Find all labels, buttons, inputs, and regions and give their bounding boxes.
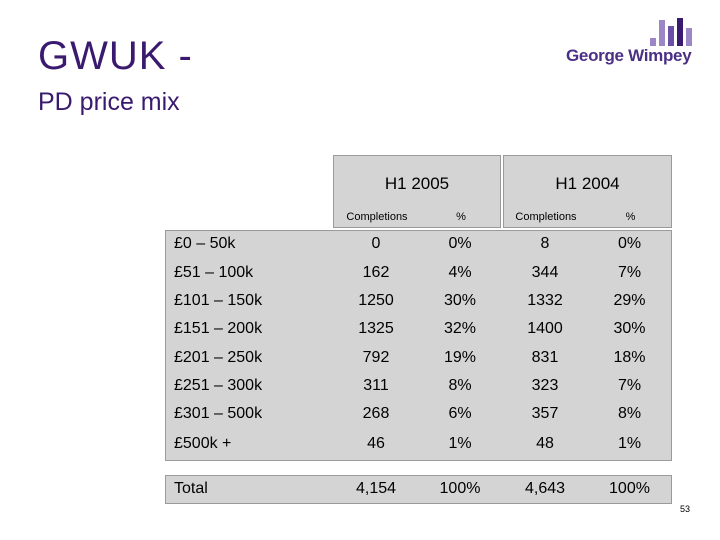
table-cell: 162 <box>362 264 390 281</box>
table-row-label: £0 – 50k <box>174 235 236 252</box>
table-row-label: £201 – 250k <box>174 349 263 366</box>
table-cell: 831 <box>531 349 559 366</box>
subheader-percent: % <box>625 211 636 223</box>
george-wimpey-logo <box>566 16 696 74</box>
table-cell: 344 <box>531 264 559 281</box>
header-h1-2004 <box>503 155 672 228</box>
table-cell: 48 <box>536 435 554 452</box>
table-cell: 268 <box>362 405 390 422</box>
table-cell: 32% <box>443 320 477 337</box>
page-number: 53 <box>680 504 691 514</box>
table-cell: 1325 <box>358 320 394 337</box>
logo-text: George Wimpey <box>566 46 692 65</box>
table-row-label: £251 – 300k <box>174 377 263 394</box>
table-row-label: £500k + <box>174 435 232 452</box>
table-cell: 0% <box>448 235 472 252</box>
table-cell: 6% <box>448 405 472 422</box>
table-cell: 311 <box>363 377 389 394</box>
table-cell: 792 <box>362 349 390 366</box>
table-cell: 8% <box>617 405 642 422</box>
page-title: GWUK - <box>38 34 193 78</box>
total-cell: 4,643 <box>524 480 566 497</box>
table-cell: 19% <box>443 349 477 366</box>
total-cell: 100% <box>609 480 650 497</box>
table-cell: 0% <box>617 235 642 252</box>
subheader-completions: Completions <box>515 211 577 223</box>
table-row-label: £51 – 100k <box>174 264 254 281</box>
table-cell: 4% <box>448 264 472 281</box>
logo-bar-icon <box>677 18 683 46</box>
table-cell: 30% <box>613 320 646 337</box>
table-row-label: £301 – 500k <box>174 405 263 422</box>
table-cell: 8 <box>540 235 550 252</box>
table-cell: 29% <box>613 292 646 309</box>
total-cell: 4,154 <box>355 480 397 497</box>
table-cell: 357 <box>531 405 559 422</box>
period-label: H1 2004 <box>555 174 620 193</box>
table-cell: 8% <box>448 377 472 394</box>
subheader-percent: % <box>456 211 466 223</box>
subheader-completions: Completions <box>346 211 408 223</box>
logo-bar-icon <box>650 38 656 46</box>
table-cell: 1250 <box>358 292 394 309</box>
logo-bar-icon <box>659 20 665 46</box>
table-cell: 0 <box>371 235 381 252</box>
table-cell: 1% <box>617 435 642 452</box>
table-row-label: £151 – 200k <box>174 320 263 337</box>
table-cell: 323 <box>531 377 559 394</box>
table-cell: 30% <box>443 292 477 309</box>
header-h1-2005 <box>333 155 501 228</box>
table-cell: 1332 <box>527 292 563 309</box>
table-cell: 46 <box>367 435 385 452</box>
table-cell: 7% <box>617 377 642 394</box>
total-cell: 100% <box>439 480 481 497</box>
logo-bar-icon <box>686 28 692 46</box>
table-cell: 7% <box>617 264 642 281</box>
logo-bar-icon <box>668 26 674 46</box>
page-subtitle: PD price mix <box>38 88 180 116</box>
table-cell: 1400 <box>527 320 563 337</box>
table-cell: 1% <box>448 435 472 452</box>
period-label: H1 2005 <box>384 174 450 193</box>
total-label: Total <box>174 480 208 497</box>
table-cell: 18% <box>613 349 646 366</box>
table-row-label: £101 – 150k <box>174 292 263 309</box>
